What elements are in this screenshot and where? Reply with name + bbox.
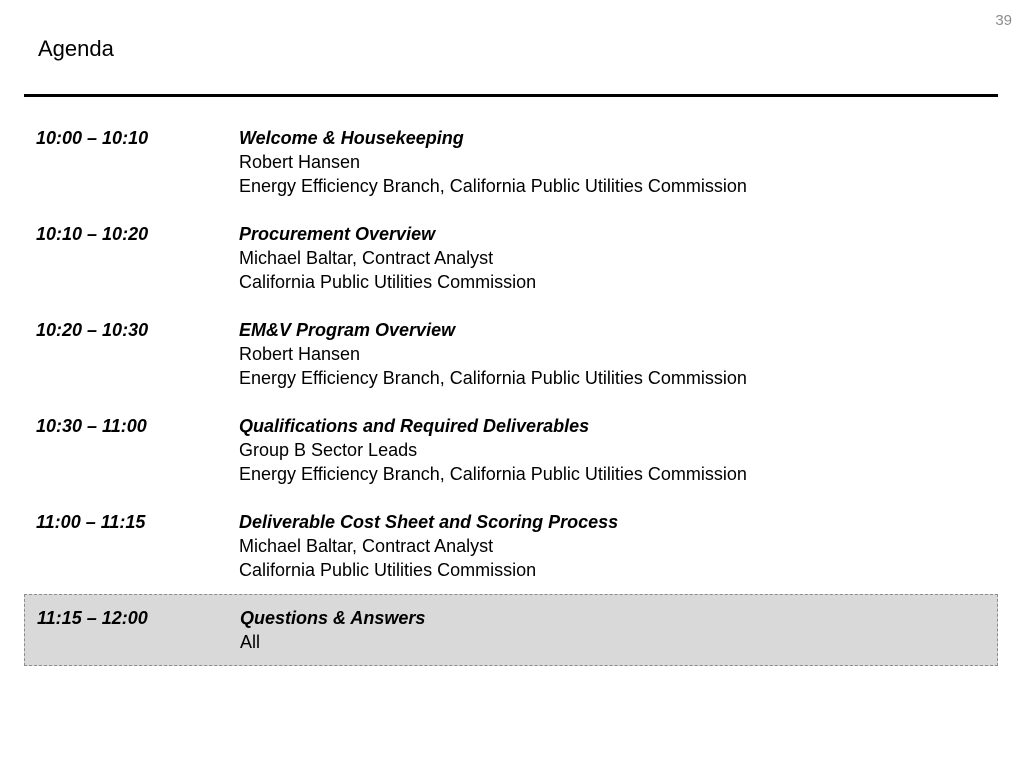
agenda-details bbox=[239, 126, 998, 198]
agenda-detail-line: California Public Utilities Commission bbox=[239, 272, 537, 292]
agenda-session-title: EM&V Program Overview bbox=[239, 320, 456, 340]
agenda-item bbox=[24, 510, 998, 582]
agenda-detail-line: Robert Hansen bbox=[239, 152, 361, 172]
agenda-details bbox=[239, 222, 998, 294]
agenda-detail-line: Robert Hansen bbox=[239, 344, 361, 364]
agenda-session-title: Deliverable Cost Sheet and Scoring Process bbox=[239, 512, 619, 532]
agenda-time: 11:00 – 11:15 bbox=[36, 512, 146, 532]
agenda-detail-line: Group B Sector Leads bbox=[239, 440, 418, 460]
page-number: 39 bbox=[995, 12, 1012, 29]
page-title: Agenda bbox=[38, 36, 114, 61]
agenda-detail-line: Michael Baltar, Contract Analyst bbox=[239, 536, 494, 556]
agenda-time: 10:10 – 10:20 bbox=[36, 224, 149, 244]
agenda-time: 11:15 – 12:00 bbox=[37, 608, 148, 628]
agenda-time: 10:20 – 10:30 bbox=[36, 320, 149, 340]
agenda-detail-line: California Public Utilities Commission bbox=[239, 560, 537, 580]
agenda-session-title: Procurement Overview bbox=[239, 224, 436, 244]
agenda-details bbox=[239, 414, 998, 486]
agenda-session-title: Welcome & Housekeeping bbox=[239, 128, 464, 148]
agenda-detail-line: Energy Efficiency Branch, California Public Utilities Commission bbox=[239, 464, 747, 484]
agenda-item bbox=[24, 222, 998, 294]
title-divider bbox=[24, 94, 998, 97]
agenda-session-title: Questions & Answers bbox=[240, 608, 426, 628]
agenda-item bbox=[24, 126, 998, 198]
agenda-session-title: Qualifications and Required Deliverables bbox=[239, 416, 590, 436]
agenda-item-highlighted bbox=[24, 594, 998, 666]
agenda-details bbox=[239, 510, 998, 582]
agenda-item bbox=[24, 318, 998, 390]
agenda-item bbox=[24, 414, 998, 486]
agenda-time: 10:30 – 11:00 bbox=[36, 416, 147, 436]
agenda-detail-line: Michael Baltar, Contract Analyst bbox=[239, 248, 494, 268]
agenda-details bbox=[239, 318, 998, 390]
agenda-details bbox=[240, 606, 997, 654]
agenda-detail-line: Energy Efficiency Branch, California Public Utilities Commission bbox=[239, 368, 747, 388]
agenda-detail-line: All bbox=[240, 632, 261, 652]
agenda-list bbox=[24, 126, 998, 666]
agenda-time: 10:00 – 10:10 bbox=[36, 128, 149, 148]
agenda-detail-line: Energy Efficiency Branch, California Public Utilities Commission bbox=[239, 176, 747, 196]
